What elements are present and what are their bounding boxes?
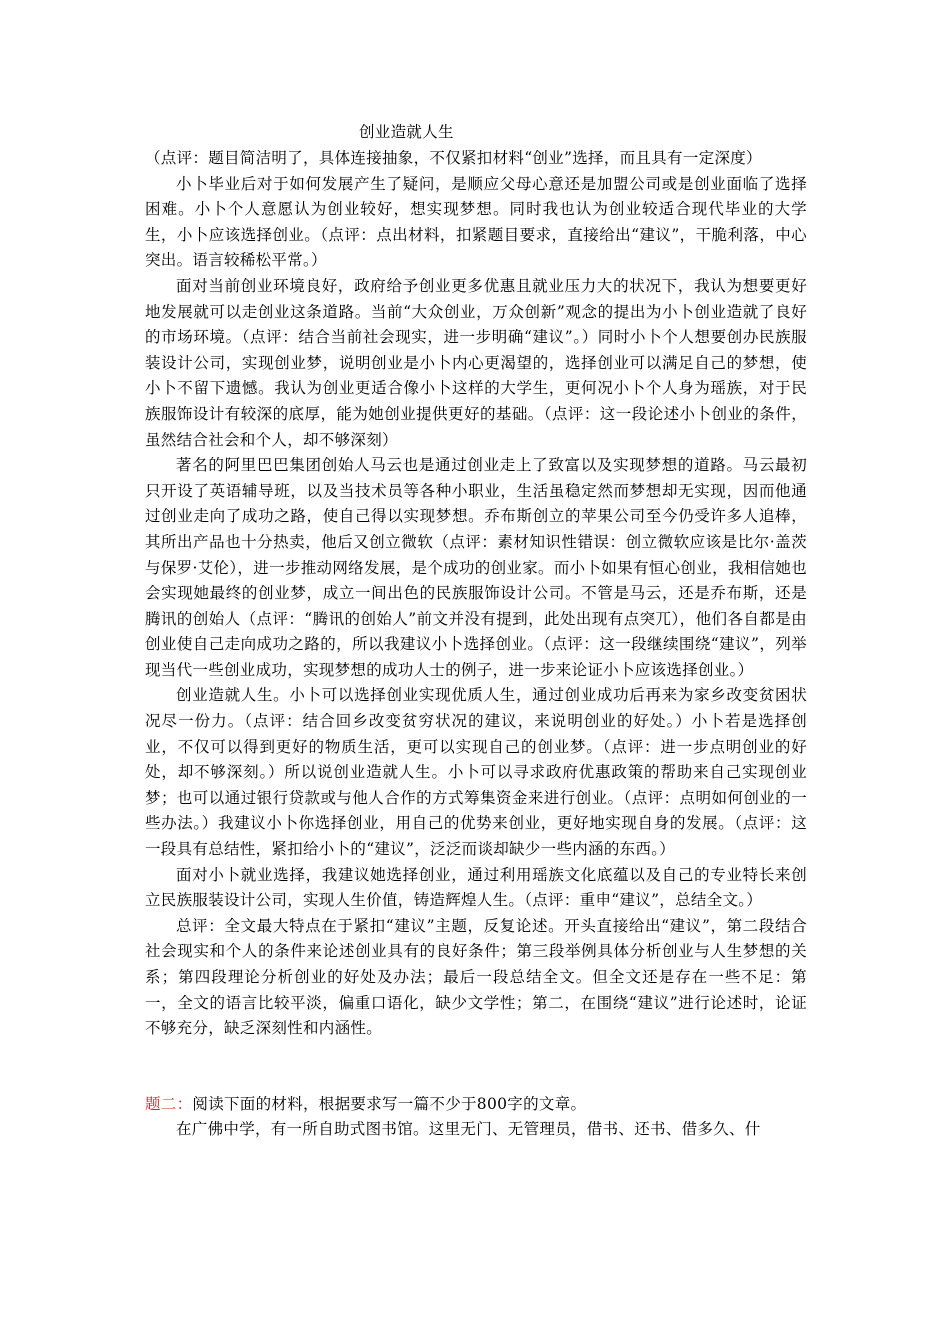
document-body <box>145 120 807 1143</box>
paragraph-2: 面对当前创业环境良好，政府给予创业更多优惠且就业压力大的状况下，我认为想要更好地发展就可以走创业这条道路。当前“大众创业，万众创新”观念的提出为小卜创业造就了良好的市场环境。（点评：结合当前社会现实，进一步明确“建议”。）同时小卜个人想要创办民族服装设计公司，实现创业梦，说明创业是小卜内心更渴望的，选择创业可以满足自己的梦想，使小卜不留下遗憾。我认为创业更适合像小卜这样的大学生，更何况小卜个人身为瑶族，对于民族服饰设计有较深的底厚，能为她创业提供更好的基础。（点评：这一段论述小卜创业的条件，虽然结合社会和个人，却不够深刻） <box>145 276 807 449</box>
section-gap <box>145 1042 807 1092</box>
question-text: 阅读下面的材料，根据要求写一篇不少于800字的文章。 <box>192 1094 587 1113</box>
paragraph-4: 创业造就人生。小卜可以选择创业实现优质人生，通过创业成功后再来为家乡改变贫困状况尽一份力。（点评：结合回乡改变贫穷状况的建议，来说明创业的好处。）小卜若是选择创业，不仅可以得到更好的物质生活，更可以实现自己的创业梦。（点评：进一步点明创业的好处，却不够深刻。）所以说创业造就人生。小卜可以寻求政府优惠政策的帮助来自己实现创业梦；也可以通过银行贷款或与他人合作的方式筹集资金来进行创业。（点评：点明如何创业的一些办法。）我建议小卜你选择创业，用自己的优势来创业，更好地实现自身的发展。（点评：这一段具有总结性，紧扣给小卜的“建议”，泛泛而谈却缺少一些内涵的东西。） <box>145 686 807 859</box>
overall-comment: 总评：全文最大特点在于紧扣“建议”主题，反复论述。开头直接给出“建议”，第二段结合社会现实和个人的条件来论述创业具有的良好条件；第三段举例具体分析创业与人生梦想的关系；第四段理论分析创业的好处及办法；最后一段总结全文。但全文还是存在一些不足：第一，全文的语言比较平淡，偏重口语化，缺少文学性；第二，在围绕“建议”进行论述时，论证不够充分，缺乏深刻性和内涵性。 <box>145 916 807 1038</box>
question-label: 题二： <box>145 1094 193 1113</box>
question-heading <box>145 1092 807 1118</box>
paragraph-1: 小卜毕业后对于如何发展产生了疑问，是顺应父母心意还是加盟公司或是创业面临了选择困难。小卜个人意愿认为创业较好，想实现梦想。同时我也认为创业较适合现代毕业的大学生，小卜应该选择创业。（点评：点出材料，扣紧题目要求，直接给出“建议”，干脆利落，中心突出。语言较稀松平常。） <box>145 174 807 270</box>
title-comment: （点评：题目简洁明了，具体连接抽象，不仅紧扣材料“创业”选择，而且具有一定深度） <box>145 149 762 167</box>
essay-title: 创业造就人生 <box>359 123 454 141</box>
paragraph-3: 著名的阿里巴巴集团创始人马云也是通过创业走上了致富以及实现梦想的道路。马云最初只开设了英语辅导班，以及当技术员等各种小职业，生活虽稳定然而梦想却无实现，因而他通过创业走向了成功之路，使自己得以实现梦想。乔布斯创立的苹果公司至今仍受许多人追棒，其所出产品也十分热卖，他后又创立微软（点评：素材知识性错误：创立微软应该是比尔·盖茨与保罗·艾伦），进一步推动网络发展，是个成功的创业家。而小卜如果有恒心创业，我相信她也会实现她最终的创业梦，成立一间出色的民族服饰设计公司。不管是马云，还是乔布斯，还是腾讯的创始人（点评：“腾讯的创始人”前文并没有提到，此处出现有点突兀），他们各自都是由创业使自己走向成功之路的，所以我建议小卜选择创业。（点评：这一段继续围绕“建议”，列举现当代一些创业成功，实现梦想的成功人士的例子，进一步来论证小卜应该选择创业。） <box>145 456 807 679</box>
question-material: 在广佛中学，有一所自助式图书馆。这里无门、无管理员，借书、还书、借多久、什 <box>176 1120 761 1139</box>
paragraph-5: 面对小卜就业选择，我建议她选择创业，通过利用瑶族文化底蕴以及自己的专业特长来创立民族服装设计公司，实现人生价值，铸造辉煌人生。（点评：重申“建议”，总结全文。） <box>145 865 807 910</box>
